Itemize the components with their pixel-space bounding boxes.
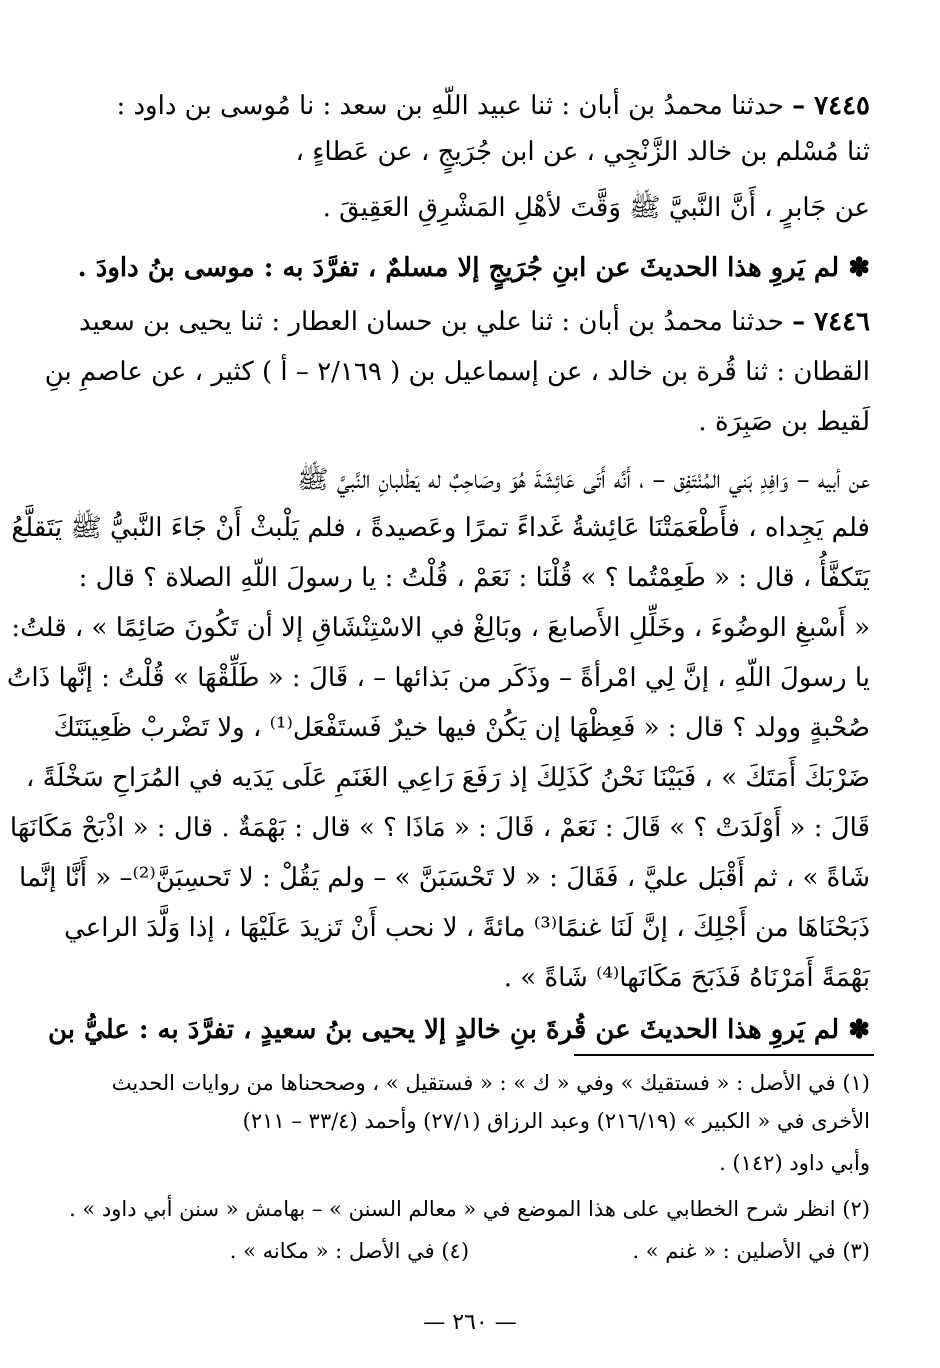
hadith-7446-note: ✽ لم يَروِ هذا الحديثَ عن قُرةَ بنِ خالدٍ إلا يحيى بنُ سعيدٍ ، تفرَّدَ به : عليُّ بن — [47, 1015, 870, 1045]
footnote-divider — [574, 1054, 874, 1056]
hadith-7445-note: ✽ لم يَروِ هذا الحديثَ عن ابنِ جُرَيجٍ إلا مسلمٌ ، تفرَّدَ به : موسى بنُ داودَ . — [77, 253, 870, 283]
hadith-7446-body-line: قَالَ : « أَوْلَدَتْ ؟ » قَالَ : نَعَمْ ، قَالَ : « مَاذَا ؟ » قال : بَهْمَةٌ . قال : « اذْبَحْ مَكَانَهَا — [9, 813, 870, 843]
footnote-1-line-1: (١) في الأصل : « فستقيك » وفي « ك » : « فستقيل » ، وصححناها من روايات الحديث — [111, 1071, 870, 1095]
hadith-number: ٧٤٤٦ – — [792, 307, 870, 337]
footnote-3: (٣) في الأصلين : « غنم » . — [632, 1239, 870, 1263]
hadith-7445-line-3: عن جَابرٍ ، أَنَّ النَّبيَّ ﷺ وَقَّتَ لأهْلِ المَشْرِقِ العَقِيقَ . — [322, 193, 870, 223]
hadith-7446-body-line: يَتَكفَّأُ ، قال : « طَعِمْتُما ؟ » قُلْنَا : نَعَمْ ، قُلْتُ : يا رسولَ اللّهِ الصلاة ؟ قال : — [78, 563, 870, 593]
hadith-7446-line-3: لَقيط بن صَبِرَة . — [698, 407, 870, 437]
hadith-7446-body-line: فلم يَجِداه ، فأَطْعَمَتْنَا عَائِشةُ غَداءً تمرًا وعَصيدةً ، فلم يَلْبثْ أَنْ جَاءَ النَّبيُّ ﷺ يَتَقلَّعُ — [11, 513, 870, 543]
hadith-7446-body-line: « أَسْبغِ الوضُوءَ ، وخَلِّلِ الأَصابعَ ، وبَالِغْ في الاسْتِنْشَاقِ إلا أن تَكُونَ صَائِمًا » ، قلتُ: — [11, 613, 870, 643]
hadith-7446-body-line: ذَبَحْنَاهَا من أَجْلِكَ ، إنَّ لَنَا غنمًا⁽³⁾ مائةً ، لا نحب أَنْ تَزيدَ عَلَيْهَا ، إذا وَلَّدَ الراعي — [64, 913, 870, 943]
footnote-1-line-2: الأخرى في « الكبير » (٢١٦/١٩) وعبد الرزاق (٢٧/١) وأحمد (٣٣/٤ – ٢١١) — [242, 1109, 870, 1133]
footnote-2: (٢) انظر شرح الخطابي على هذا الموضع في « معالم السنن » – بهامش « سنن أبي داود » . — [69, 1197, 870, 1221]
hadith-7445-line-1 — [40, 88, 870, 124]
hadith-7446-body-line: شَاةً » ، ثم أَقْبَل عليَّ ، فَقَالَ : « لا تَحْسَبَنَّ » – ولم يَقُلْ : لا تَحسِبَنَّ⁽²⁾– « أَنَّا إنَّما — [19, 863, 870, 893]
hadith-text: حدثنا محمدُ بن أبان : ثنا عبيد اللّهِ بن سعد : نا مُوسى بن داود : — [116, 91, 784, 121]
hadith-7446-body-line: بَهْمَةً أَمَرْنَاهُ فَذَبَحَ مَكَانَها⁽⁴⁾ شَاةً » . — [503, 963, 870, 993]
footnotes-3-4-row — [40, 1236, 870, 1266]
footnote-4: (٤) في الأصل : « مكانه » . — [229, 1239, 470, 1263]
hadith-7446-body-line: صُحْبةٍ وولد ؟ قال : « فَعِظْهَا إن يَكُنْ فيها خيرٌ فَستَفْعَل⁽¹⁾ ، ولا تَضْربْ ظَعِينَتَكَ — [53, 713, 870, 743]
hadith-7446-body-line: عن أبيه – وَافِدِ بَني المُنْتَفِق – ، أَنَّه أَتَى عَائِشَةَ هُوَ وصَاحِبٌ له يَطْلبانِ النَّبيَّ ﷺ — [297, 465, 870, 495]
hadith-7445-line-2: ثنا مُسْلم بن خالد الزَّنْجِي ، عن ابن جُرَيجٍ ، عن عَطاءٍ ، — [295, 137, 870, 167]
hadith-7446-line-1 — [40, 304, 870, 340]
hadith-7446-line-2: القطان : ثنا قُرة بن خالد ، عن إسماعيل بن ( ٢/١٦٩ – أ ) كثير ، عن عاصمِ بنِ — [44, 357, 870, 387]
footnote-1-line-3: وأبي داود (١٤٢) . — [719, 1151, 870, 1175]
hadith-7446-body-line: يا رسولَ اللّهِ ، إنَّ لِي امْرأةً – وذَكَر من بَذائها – ، قَالَ : « طَلِّقْهَا » قُلْتُ : إنَّها ذَاتُ — [6, 663, 870, 693]
hadith-text: حدثنا محمدُ بن أبان : ثنا علي بن حسان العطار : ثنا يحيى بن سعيد — [78, 307, 784, 337]
page-number: — ٢٦٠ — — [423, 1310, 517, 1335]
hadith-number: ٧٤٤٥ – — [792, 91, 870, 121]
hadith-7446-body-line: ضَرْبَكَ أَمَتَكَ » ، فَبَيْنَا نَحْنُ كَذَلِكَ إذ رَفَعَ رَاعِي الغَنَمِ عَلَى يَدَيه في المُرَاحِ سَخْلَةً ، — [26, 763, 870, 793]
